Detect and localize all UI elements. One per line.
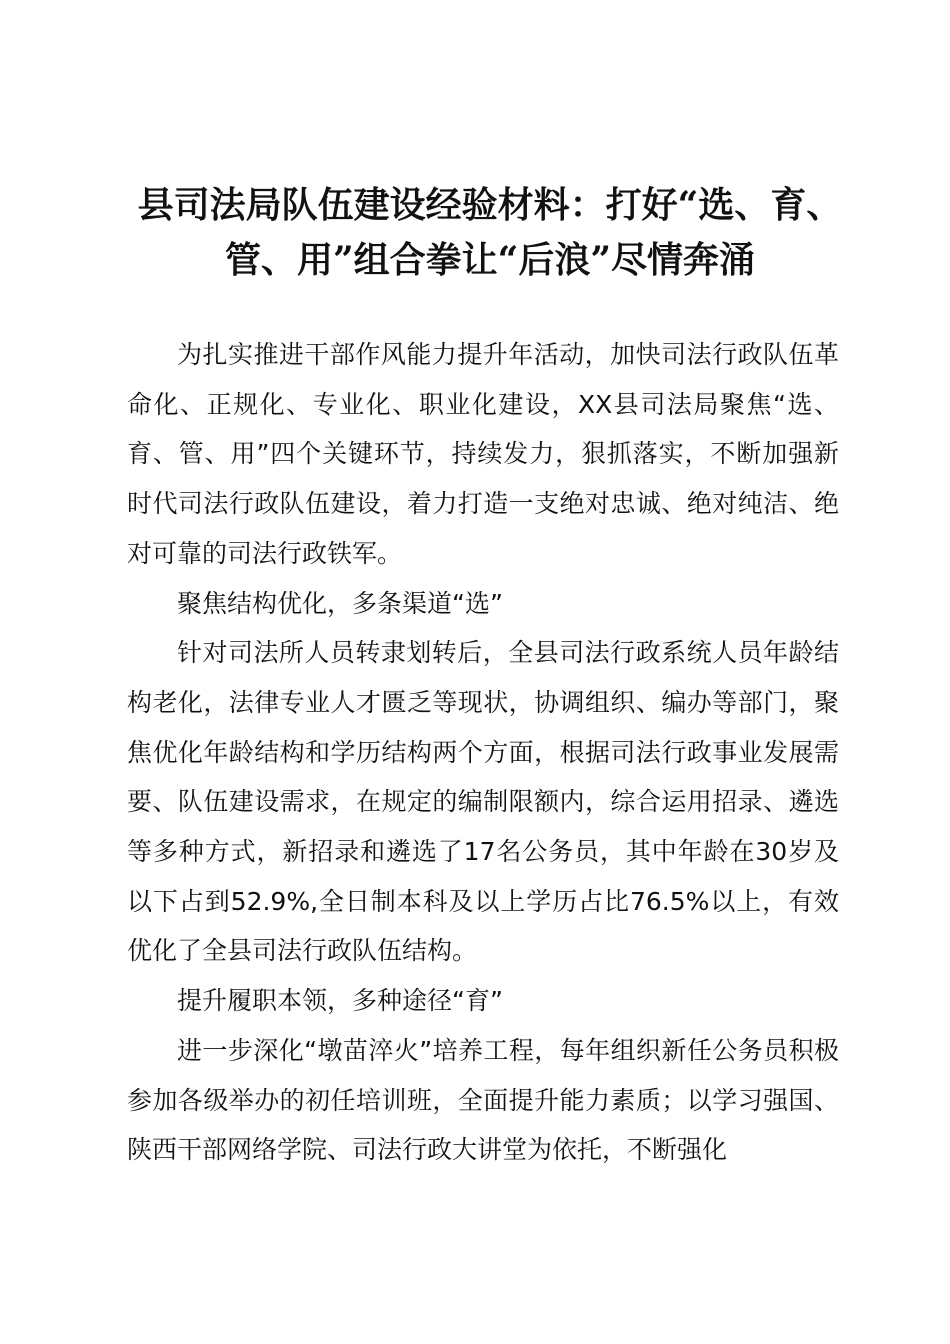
paragraph-select: 针对司法所人员转隶划转后，全县司法行政系统人员年龄结构老化，法律专业人才匮乏等现状，协调组织、编办等部门，聚焦优化年龄结构和学历结构两个方面，根据司法行政事业发展需要、队伍建设需求，在规定的编制限额内，综合运用招录、遴选等多种方式，新招录和遴选了17名公务员，其中年龄在30岁及以下占到52.9%,全日制本科及以上学历占比76.5%以上，有效优化了全县司法行政队伍结构。 — [127, 638, 839, 966]
paragraph-intro: 为扎实推进干部作风能力提升年活动，加快司法行政队伍革命化、正规化、专业化、职业化建设，XX县司法局聚焦“选、育、管、用”四个关键环节，持续发力，狠抓落实，不断加强新时代司法行政队伍建设，着力打造一支绝对忠诚、绝对纯洁、绝对可靠的司法行政铁军。 — [127, 340, 839, 568]
section-heading-select: 聚焦结构优化，多条渠道“选” — [177, 588, 503, 618]
paragraph-cultivate: 进一步深化“墩苗淬火”培养工程，每年组织新任公务员积极参加各级举办的初任培训班，全面提升能力素质；以学习强国、陕西干部网络学院、司法行政大讲堂为依托，不断强化 — [127, 1035, 839, 1165]
document-body — [127, 330, 839, 1175]
section-heading-cultivate: 提升履职本领，多种途径“育” — [177, 986, 503, 1016]
document-title: 县司法局队伍建设经验材料：打好“选、育、管、用”组合拳让“后浪”尽情奔涌 — [137, 184, 843, 281]
